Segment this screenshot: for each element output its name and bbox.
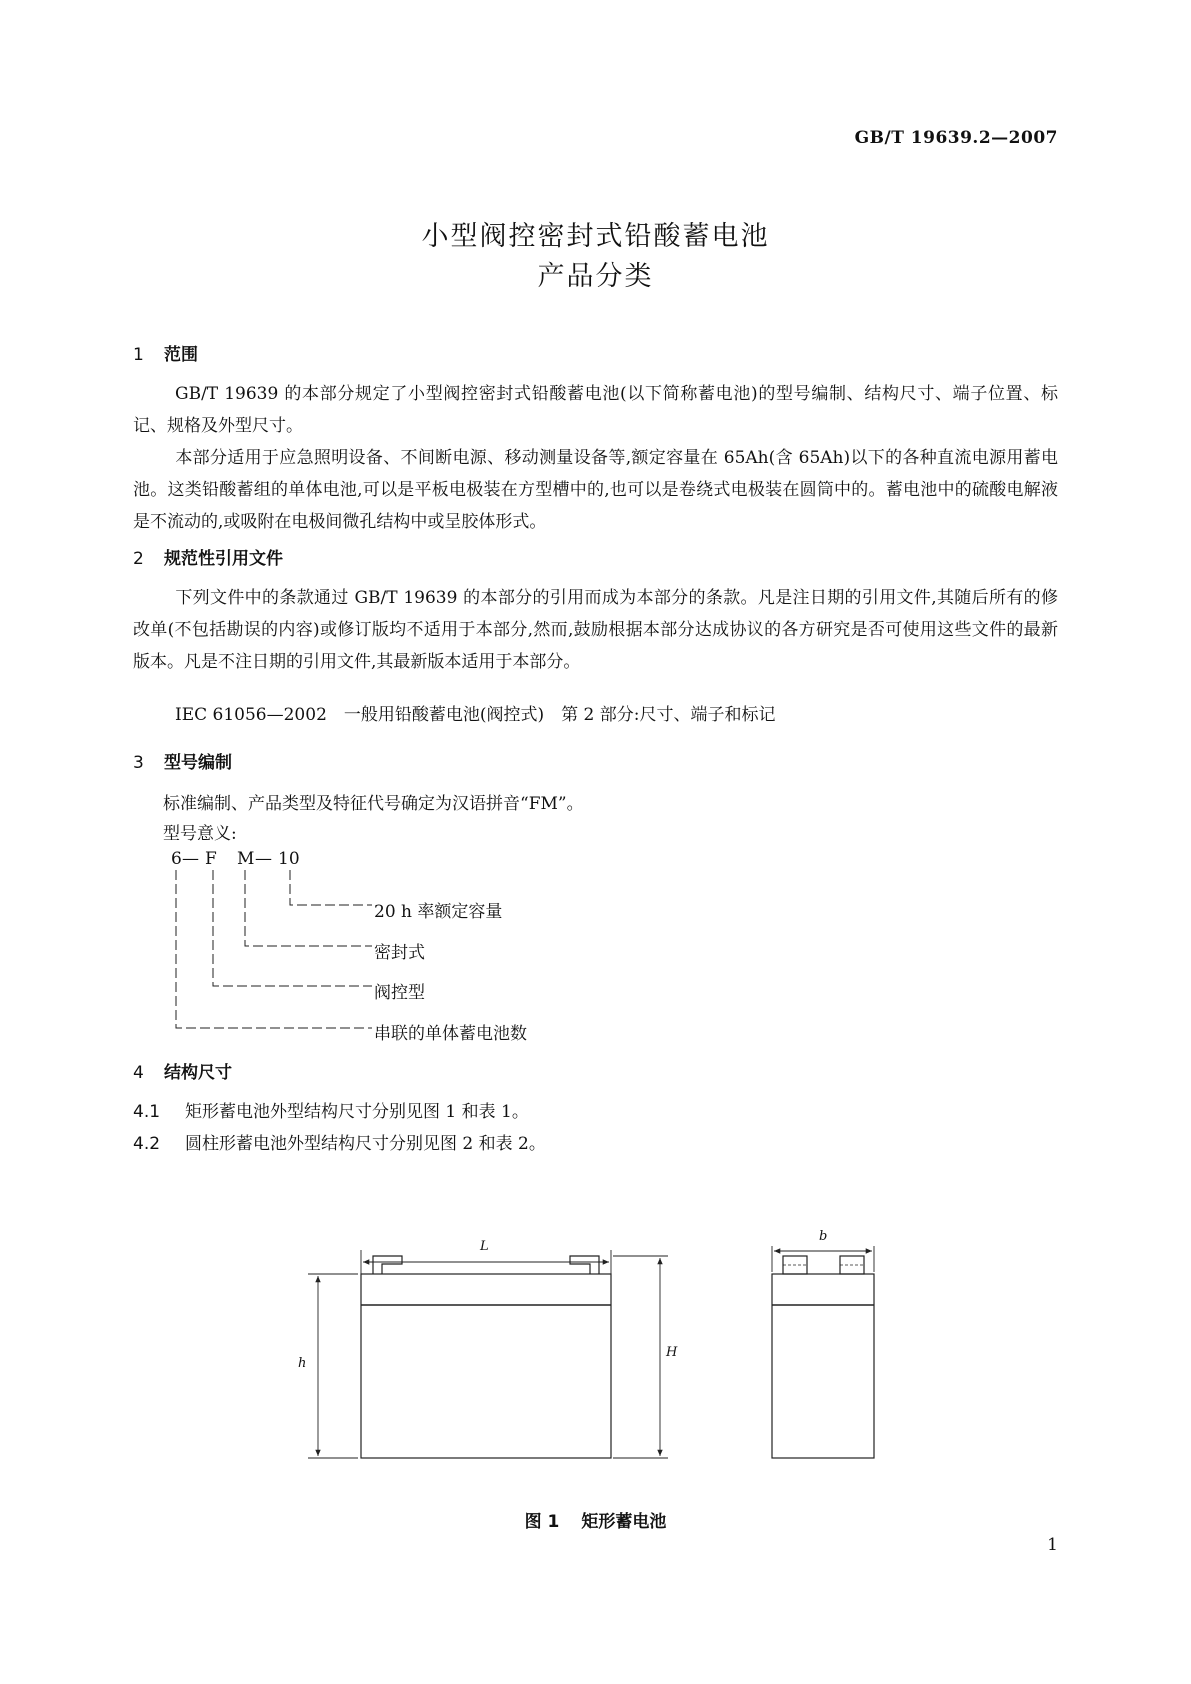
model-label-cells: 串联的单体蓄电池数 (374, 1024, 527, 1044)
model-code-dash-1: — (182, 849, 199, 869)
section-number: 3 (133, 753, 144, 773)
section-number: 2 (133, 549, 144, 569)
dimension-label-L: L (480, 1239, 489, 1254)
document-subtitle: 产品分类 (537, 261, 654, 292)
figure-number: 图 1 (524, 1512, 560, 1532)
model-code-m: M (237, 849, 255, 869)
normative-reference: IEC 61056—2002 一般用铅酸蓄电池(阀控式) 第 2 部分:尺寸、端子和标记 (175, 705, 776, 725)
model-label-valve: 阀控型 (374, 983, 425, 1003)
section-title: 结构尺寸 (164, 1063, 232, 1083)
section-title: 型号编制 (164, 753, 232, 773)
model-label-capacity: 20 h 率额定容量 (374, 902, 503, 922)
clause-text: 圆柱形蓄电池外型结构尺寸分别见图 2 和表 2。 (185, 1134, 546, 1154)
section-title: 范围 (164, 345, 198, 365)
paragraph-text: GB/T 19639 的本部分规定了小型阀控密封式铅酸蓄电池(以下简称蓄电池)的型号编制、结构尺寸、端子位置、标记、规格及外型尺寸。 (133, 384, 1058, 436)
front-view-body (361, 1274, 611, 1458)
dimension-label-H: H (666, 1345, 678, 1360)
document-title: 小型阀控密封式铅酸蓄电池 (421, 221, 770, 252)
standard-number: GB/T 19639.2—2007 (854, 128, 1058, 148)
page-number: 1 (1047, 1535, 1058, 1555)
paragraph-text: 本部分适用于应急照明设备、不间断电源、移动测量设备等,额定容量在 65Ah(含 65Ah)以下的各种直流电源用蓄电池。这类铅酸蓄组的单体电池,可以是平板电极装在方型槽中的,也可以是卷绕式电极装在圆筒中的。蓄电池中的硫酸电解液是不流动的,或吸附在电极间微孔结构中或呈胶体形式。 (133, 448, 1058, 532)
model-code-6: 6 (171, 849, 182, 869)
clause-text: 矩形蓄电池外型结构尺寸分别见图 1 和表 1。 (185, 1102, 529, 1122)
model-label-sealed: 密封式 (374, 943, 425, 963)
front-view-terminal-right (570, 1256, 599, 1274)
model-code-10: 10 (278, 849, 300, 869)
dimension-label-h: h (298, 1356, 307, 1371)
clause-number: 4.1 (133, 1102, 161, 1122)
figure-title: 矩形蓄电池 (581, 1512, 667, 1532)
figure-1-caption (0, 1507, 1191, 1532)
section-number: 1 (133, 345, 144, 365)
paragraph-text: 下列文件中的条款通过 GB/T 19639 的本部分的引用而成为本部分的条款。凡是注日期的引用文件,其随后所有的修改单(不包括勘误的内容)或修订版均不适用于本部分,然而,鼓励根据本部分达成协议的各方研究是否可使用这些文件的最新版本。凡是不注日期的引用文件,其最新版本适用于本部分。 (133, 588, 1058, 672)
front-view-terminal-left (373, 1256, 402, 1274)
clause-number: 4.2 (133, 1134, 161, 1154)
section-number: 4 (133, 1063, 144, 1083)
model-code-dash-2: — (255, 849, 272, 869)
section-3-line-2: 型号意义: (163, 824, 237, 844)
side-view-body (772, 1274, 874, 1458)
section-title: 规范性引用文件 (164, 549, 283, 569)
dimension-label-b: b (819, 1229, 828, 1244)
model-code-f: F (205, 849, 217, 869)
section-3-line-1: 标准编制、产品类型及特征代号确定为汉语拼音“FM”。 (163, 794, 584, 814)
